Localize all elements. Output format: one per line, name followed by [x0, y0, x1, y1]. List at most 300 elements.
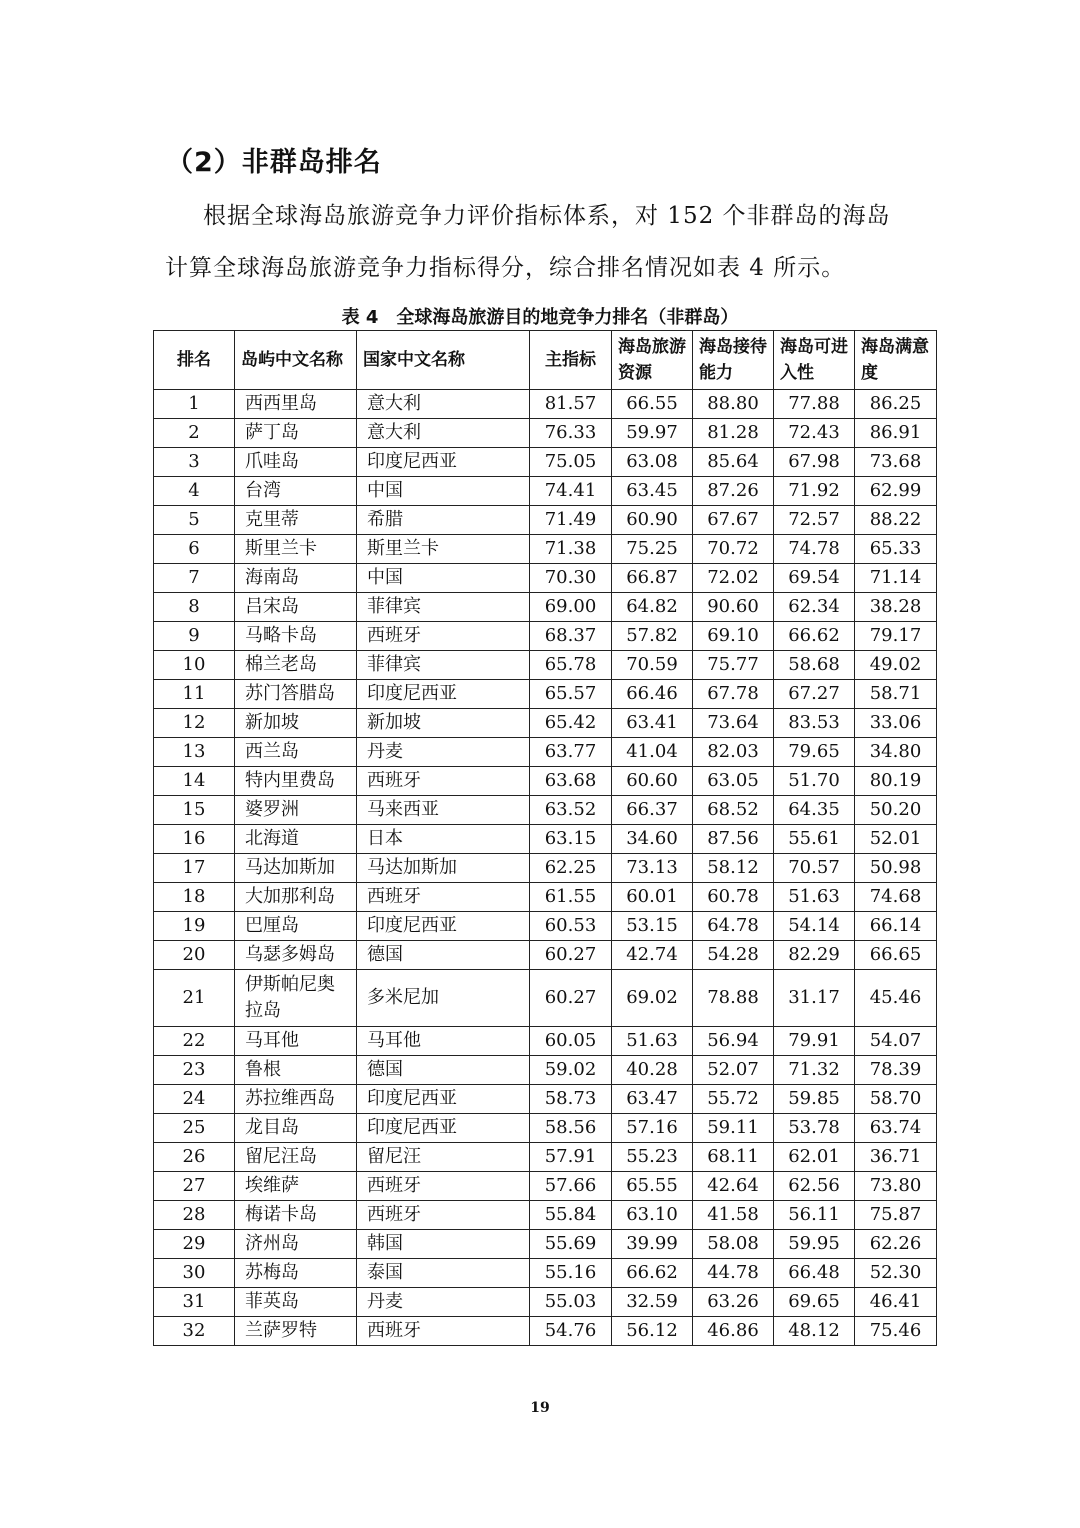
- satisfaction-cell: 50.98: [855, 854, 937, 883]
- reception-capacity-cell: 87.56: [693, 825, 774, 854]
- table-row: [154, 1114, 937, 1143]
- island-name-cell: 龙目岛: [235, 1114, 357, 1143]
- tourism-resources-cell: 39.99: [612, 1230, 693, 1259]
- country-name-cell: 泰国: [357, 1259, 530, 1288]
- accessibility-cell: 77.88: [774, 390, 855, 419]
- island-name-cell: 棉兰老岛: [235, 651, 357, 680]
- island-name-cell: 巴厘岛: [235, 912, 357, 941]
- reception-capacity-cell: 56.94: [693, 1027, 774, 1056]
- rank-cell: 29: [154, 1230, 235, 1259]
- reception-capacity-cell: 64.78: [693, 912, 774, 941]
- country-name-cell: 留尼汪: [357, 1143, 530, 1172]
- main-index-cell: 65.57: [530, 680, 612, 709]
- ranking-table: [153, 330, 937, 1346]
- table-row: [154, 1027, 937, 1056]
- main-index-cell: 55.84: [530, 1201, 612, 1230]
- rank-cell: 24: [154, 1085, 235, 1114]
- tourism-resources-cell: 40.28: [612, 1056, 693, 1085]
- reception-capacity-cell: 42.64: [693, 1172, 774, 1201]
- rank-cell: 3: [154, 448, 235, 477]
- accessibility-cell: 59.95: [774, 1230, 855, 1259]
- table-row: [154, 593, 937, 622]
- satisfaction-cell: 73.68: [855, 448, 937, 477]
- reception-capacity-cell: 75.77: [693, 651, 774, 680]
- main-index-cell: 60.05: [530, 1027, 612, 1056]
- table-row: [154, 1085, 937, 1114]
- country-name-cell: 西班牙: [357, 883, 530, 912]
- main-index-cell: 59.02: [530, 1056, 612, 1085]
- rank-cell: 12: [154, 709, 235, 738]
- island-name-cell: 海南岛: [235, 564, 357, 593]
- table-row: [154, 796, 937, 825]
- satisfaction-cell: 58.71: [855, 680, 937, 709]
- reception-capacity-cell: 81.28: [693, 419, 774, 448]
- accessibility-cell: 83.53: [774, 709, 855, 738]
- main-index-cell: 63.77: [530, 738, 612, 767]
- rank-cell: 5: [154, 506, 235, 535]
- satisfaction-cell: 86.91: [855, 419, 937, 448]
- island-name-cell: 新加坡: [235, 709, 357, 738]
- header-accessibility: 海岛可进入性: [774, 331, 855, 390]
- reception-capacity-cell: 85.64: [693, 448, 774, 477]
- country-name-cell: 德国: [357, 1056, 530, 1085]
- accessibility-cell: 72.57: [774, 506, 855, 535]
- reception-capacity-cell: 67.67: [693, 506, 774, 535]
- table-row: [154, 854, 937, 883]
- accessibility-cell: 62.34: [774, 593, 855, 622]
- satisfaction-cell: 38.28: [855, 593, 937, 622]
- satisfaction-cell: 49.02: [855, 651, 937, 680]
- accessibility-cell: 53.78: [774, 1114, 855, 1143]
- table-row: [154, 912, 937, 941]
- accessibility-cell: 62.01: [774, 1143, 855, 1172]
- tourism-resources-cell: 66.87: [612, 564, 693, 593]
- country-name-cell: 印度尼西亚: [357, 448, 530, 477]
- island-name-cell: 特内里费岛: [235, 767, 357, 796]
- rank-cell: 31: [154, 1288, 235, 1317]
- header-country-name: 国家中文名称: [357, 331, 530, 390]
- satisfaction-cell: 80.19: [855, 767, 937, 796]
- table-row: [154, 1056, 937, 1085]
- country-name-cell: 菲律宾: [357, 593, 530, 622]
- satisfaction-cell: 33.06: [855, 709, 937, 738]
- island-name-cell: 萨丁岛: [235, 419, 357, 448]
- tourism-resources-cell: 53.15: [612, 912, 693, 941]
- reception-capacity-cell: 73.64: [693, 709, 774, 738]
- main-index-cell: 63.52: [530, 796, 612, 825]
- reception-capacity-cell: 90.60: [693, 593, 774, 622]
- tourism-resources-cell: 66.62: [612, 1259, 693, 1288]
- country-name-cell: 日本: [357, 825, 530, 854]
- rank-cell: 2: [154, 419, 235, 448]
- satisfaction-cell: 62.26: [855, 1230, 937, 1259]
- island-name-cell: 苏梅岛: [235, 1259, 357, 1288]
- accessibility-cell: 67.98: [774, 448, 855, 477]
- rank-cell: 1: [154, 390, 235, 419]
- country-name-cell: 韩国: [357, 1230, 530, 1259]
- island-name-cell: 马略卡岛: [235, 622, 357, 651]
- paragraph-text-2: 计算全球海岛旅游竞争力指标得分，综合排名情况如表 4 所示。: [165, 255, 846, 281]
- island-name-cell: 留尼汪岛: [235, 1143, 357, 1172]
- country-name-cell: 丹麦: [357, 1288, 530, 1317]
- satisfaction-cell: 52.30: [855, 1259, 937, 1288]
- main-index-cell: 74.41: [530, 477, 612, 506]
- satisfaction-cell: 74.68: [855, 883, 937, 912]
- table-row: [154, 651, 937, 680]
- reception-capacity-cell: 87.26: [693, 477, 774, 506]
- tourism-resources-cell: 63.10: [612, 1201, 693, 1230]
- satisfaction-cell: 75.87: [855, 1201, 937, 1230]
- rank-cell: 21: [154, 970, 235, 1027]
- reception-capacity-cell: 52.07: [693, 1056, 774, 1085]
- main-index-cell: 55.69: [530, 1230, 612, 1259]
- rank-cell: 6: [154, 535, 235, 564]
- main-index-cell: 54.76: [530, 1317, 612, 1346]
- accessibility-cell: 66.48: [774, 1259, 855, 1288]
- tourism-resources-cell: 56.12: [612, 1317, 693, 1346]
- reception-capacity-cell: 72.02: [693, 564, 774, 593]
- island-name-cell: 马耳他: [235, 1027, 357, 1056]
- main-index-cell: 75.05: [530, 448, 612, 477]
- reception-capacity-cell: 58.12: [693, 854, 774, 883]
- country-name-cell: 中国: [357, 564, 530, 593]
- country-name-cell: 印度尼西亚: [357, 912, 530, 941]
- table-row: [154, 825, 937, 854]
- country-name-cell: 印度尼西亚: [357, 680, 530, 709]
- accessibility-cell: 58.68: [774, 651, 855, 680]
- tourism-resources-cell: 59.97: [612, 419, 693, 448]
- accessibility-cell: 69.65: [774, 1288, 855, 1317]
- paragraph-line-2: [165, 242, 925, 294]
- main-index-cell: 63.68: [530, 767, 612, 796]
- country-name-cell: 意大利: [357, 390, 530, 419]
- tourism-resources-cell: 63.47: [612, 1085, 693, 1114]
- table-row: [154, 767, 937, 796]
- table-row: [154, 738, 937, 767]
- rank-cell: 19: [154, 912, 235, 941]
- island-name-cell: 台湾: [235, 477, 357, 506]
- accessibility-cell: 64.35: [774, 796, 855, 825]
- paragraph-text-1: 根据全球海岛旅游竞争力评价指标体系，对 152 个非群岛的海岛: [203, 203, 891, 229]
- main-index-cell: 58.56: [530, 1114, 612, 1143]
- table-row: [154, 1172, 937, 1201]
- island-name-cell: 兰萨罗特: [235, 1317, 357, 1346]
- satisfaction-cell: 71.14: [855, 564, 937, 593]
- island-name-cell: 克里蒂: [235, 506, 357, 535]
- reception-capacity-cell: 63.05: [693, 767, 774, 796]
- rank-cell: 18: [154, 883, 235, 912]
- rank-cell: 16: [154, 825, 235, 854]
- section-heading: （2）非群岛排名: [166, 147, 382, 178]
- table-row: [154, 535, 937, 564]
- country-name-cell: 斯里兰卡: [357, 535, 530, 564]
- reception-capacity-cell: 68.11: [693, 1143, 774, 1172]
- reception-capacity-cell: 44.78: [693, 1259, 774, 1288]
- rank-cell: 15: [154, 796, 235, 825]
- tourism-resources-cell: 70.59: [612, 651, 693, 680]
- tourism-resources-cell: 64.82: [612, 593, 693, 622]
- header-satisfaction: 海岛满意度: [855, 331, 937, 390]
- accessibility-cell: 67.27: [774, 680, 855, 709]
- main-index-cell: 55.16: [530, 1259, 612, 1288]
- satisfaction-cell: 66.65: [855, 941, 937, 970]
- accessibility-cell: 54.14: [774, 912, 855, 941]
- accessibility-cell: 70.57: [774, 854, 855, 883]
- country-name-cell: 希腊: [357, 506, 530, 535]
- country-name-cell: 马达加斯加: [357, 854, 530, 883]
- satisfaction-cell: 75.46: [855, 1317, 937, 1346]
- table-row: [154, 564, 937, 593]
- accessibility-cell: 72.43: [774, 419, 855, 448]
- reception-capacity-cell: 46.86: [693, 1317, 774, 1346]
- rank-cell: 17: [154, 854, 235, 883]
- table-row: [154, 1288, 937, 1317]
- tourism-resources-cell: 60.01: [612, 883, 693, 912]
- main-index-cell: 65.42: [530, 709, 612, 738]
- satisfaction-cell: 78.39: [855, 1056, 937, 1085]
- island-name-cell: 乌瑟多姆岛: [235, 941, 357, 970]
- tourism-resources-cell: 66.46: [612, 680, 693, 709]
- reception-capacity-cell: 58.08: [693, 1230, 774, 1259]
- tourism-resources-cell: 60.90: [612, 506, 693, 535]
- tourism-resources-cell: 55.23: [612, 1143, 693, 1172]
- tourism-resources-cell: 63.08: [612, 448, 693, 477]
- main-index-cell: 69.00: [530, 593, 612, 622]
- reception-capacity-cell: 69.10: [693, 622, 774, 651]
- tourism-resources-cell: 65.55: [612, 1172, 693, 1201]
- country-name-cell: 马来西亚: [357, 796, 530, 825]
- rank-cell: 26: [154, 1143, 235, 1172]
- main-index-cell: 81.57: [530, 390, 612, 419]
- table-row: [154, 419, 937, 448]
- country-name-cell: 西班牙: [357, 767, 530, 796]
- satisfaction-cell: 65.33: [855, 535, 937, 564]
- page-number: 19: [530, 1400, 550, 1416]
- tourism-resources-cell: 41.04: [612, 738, 693, 767]
- island-name-cell: 伊斯帕尼奥拉岛: [235, 970, 357, 1027]
- satisfaction-cell: 73.80: [855, 1172, 937, 1201]
- main-index-cell: 60.27: [530, 941, 612, 970]
- table-row: [154, 970, 937, 1027]
- rank-cell: 7: [154, 564, 235, 593]
- rank-cell: 22: [154, 1027, 235, 1056]
- tourism-resources-cell: 34.60: [612, 825, 693, 854]
- accessibility-cell: 56.11: [774, 1201, 855, 1230]
- accessibility-cell: 79.91: [774, 1027, 855, 1056]
- reception-capacity-cell: 60.78: [693, 883, 774, 912]
- main-index-cell: 60.27: [530, 970, 612, 1027]
- island-name-cell: 埃维萨: [235, 1172, 357, 1201]
- accessibility-cell: 74.78: [774, 535, 855, 564]
- tourism-resources-cell: 32.59: [612, 1288, 693, 1317]
- country-name-cell: 中国: [357, 477, 530, 506]
- island-name-cell: 马达加斯加: [235, 854, 357, 883]
- accessibility-cell: 59.85: [774, 1085, 855, 1114]
- tourism-resources-cell: 42.74: [612, 941, 693, 970]
- tourism-resources-cell: 73.13: [612, 854, 693, 883]
- country-name-cell: 西班牙: [357, 1201, 530, 1230]
- reception-capacity-cell: 67.78: [693, 680, 774, 709]
- table-row: [154, 506, 937, 535]
- accessibility-cell: 71.32: [774, 1056, 855, 1085]
- island-name-cell: 北海道: [235, 825, 357, 854]
- reception-capacity-cell: 88.80: [693, 390, 774, 419]
- country-name-cell: 印度尼西亚: [357, 1085, 530, 1114]
- satisfaction-cell: 52.01: [855, 825, 937, 854]
- country-name-cell: 意大利: [357, 419, 530, 448]
- table-row: [154, 680, 937, 709]
- island-name-cell: 婆罗洲: [235, 796, 357, 825]
- satisfaction-cell: 88.22: [855, 506, 937, 535]
- country-name-cell: 丹麦: [357, 738, 530, 767]
- table-row: [154, 1259, 937, 1288]
- accessibility-cell: 51.63: [774, 883, 855, 912]
- accessibility-cell: 48.12: [774, 1317, 855, 1346]
- accessibility-cell: 51.70: [774, 767, 855, 796]
- main-index-cell: 63.15: [530, 825, 612, 854]
- main-index-cell: 68.37: [530, 622, 612, 651]
- reception-capacity-cell: 55.72: [693, 1085, 774, 1114]
- accessibility-cell: 62.56: [774, 1172, 855, 1201]
- satisfaction-cell: 62.99: [855, 477, 937, 506]
- table-row: [154, 1317, 937, 1346]
- tourism-resources-cell: 57.82: [612, 622, 693, 651]
- main-index-cell: 58.73: [530, 1085, 612, 1114]
- country-name-cell: 马耳他: [357, 1027, 530, 1056]
- rank-cell: 11: [154, 680, 235, 709]
- tourism-resources-cell: 60.60: [612, 767, 693, 796]
- table-row: [154, 1230, 937, 1259]
- island-name-cell: 西兰岛: [235, 738, 357, 767]
- accessibility-cell: 66.62: [774, 622, 855, 651]
- table-row: [154, 709, 937, 738]
- accessibility-cell: 82.29: [774, 941, 855, 970]
- table-row: [154, 941, 937, 970]
- accessibility-cell: 79.65: [774, 738, 855, 767]
- reception-capacity-cell: 41.58: [693, 1201, 774, 1230]
- table-row: [154, 883, 937, 912]
- tourism-resources-cell: 66.37: [612, 796, 693, 825]
- main-index-cell: 71.49: [530, 506, 612, 535]
- rank-cell: 13: [154, 738, 235, 767]
- rank-cell: 25: [154, 1114, 235, 1143]
- header-island-name: 岛屿中文名称: [235, 331, 357, 390]
- island-name-cell: 爪哇岛: [235, 448, 357, 477]
- satisfaction-cell: 46.41: [855, 1288, 937, 1317]
- table-body: [154, 390, 937, 1346]
- accessibility-cell: 71.92: [774, 477, 855, 506]
- satisfaction-cell: 79.17: [855, 622, 937, 651]
- table-row: [154, 477, 937, 506]
- reception-capacity-cell: 78.88: [693, 970, 774, 1027]
- rank-cell: 10: [154, 651, 235, 680]
- satisfaction-cell: 86.25: [855, 390, 937, 419]
- rank-cell: 20: [154, 941, 235, 970]
- header-main-index: 主指标: [530, 331, 612, 390]
- satisfaction-cell: 58.70: [855, 1085, 937, 1114]
- satisfaction-cell: 34.80: [855, 738, 937, 767]
- main-index-cell: 65.78: [530, 651, 612, 680]
- rank-cell: 32: [154, 1317, 235, 1346]
- country-name-cell: 德国: [357, 941, 530, 970]
- reception-capacity-cell: 70.72: [693, 535, 774, 564]
- country-name-cell: 西班牙: [357, 1317, 530, 1346]
- main-index-cell: 57.91: [530, 1143, 612, 1172]
- rank-cell: 23: [154, 1056, 235, 1085]
- island-name-cell: 吕宋岛: [235, 593, 357, 622]
- island-name-cell: 西西里岛: [235, 390, 357, 419]
- reception-capacity-cell: 54.28: [693, 941, 774, 970]
- accessibility-cell: 31.17: [774, 970, 855, 1027]
- main-index-cell: 60.53: [530, 912, 612, 941]
- island-name-cell: 鲁根: [235, 1056, 357, 1085]
- main-index-cell: 70.30: [530, 564, 612, 593]
- tourism-resources-cell: 75.25: [612, 535, 693, 564]
- tourism-resources-cell: 69.02: [612, 970, 693, 1027]
- header-reception-capacity: 海岛接待能力: [693, 331, 774, 390]
- satisfaction-cell: 54.07: [855, 1027, 937, 1056]
- accessibility-cell: 55.61: [774, 825, 855, 854]
- main-index-cell: 57.66: [530, 1172, 612, 1201]
- island-name-cell: 苏门答腊岛: [235, 680, 357, 709]
- tourism-resources-cell: 63.45: [612, 477, 693, 506]
- reception-capacity-cell: 68.52: [693, 796, 774, 825]
- rank-cell: 27: [154, 1172, 235, 1201]
- reception-capacity-cell: 59.11: [693, 1114, 774, 1143]
- main-index-cell: 62.25: [530, 854, 612, 883]
- satisfaction-cell: 63.74: [855, 1114, 937, 1143]
- island-name-cell: 斯里兰卡: [235, 535, 357, 564]
- table-header-row: [154, 331, 937, 390]
- country-name-cell: 菲律宾: [357, 651, 530, 680]
- rank-cell: 14: [154, 767, 235, 796]
- tourism-resources-cell: 57.16: [612, 1114, 693, 1143]
- table-row: [154, 622, 937, 651]
- satisfaction-cell: 66.14: [855, 912, 937, 941]
- rank-cell: 28: [154, 1201, 235, 1230]
- rank-cell: 30: [154, 1259, 235, 1288]
- table-row: [154, 1201, 937, 1230]
- rank-cell: 9: [154, 622, 235, 651]
- main-index-cell: 55.03: [530, 1288, 612, 1317]
- island-name-cell: 梅诺卡岛: [235, 1201, 357, 1230]
- header-tourism-resources: 海岛旅游资源: [612, 331, 693, 390]
- country-name-cell: 多米尼加: [357, 970, 530, 1027]
- tourism-resources-cell: 66.55: [612, 390, 693, 419]
- tourism-resources-cell: 63.41: [612, 709, 693, 738]
- main-index-cell: 76.33: [530, 419, 612, 448]
- country-name-cell: 西班牙: [357, 1172, 530, 1201]
- table-row: [154, 390, 937, 419]
- island-name-cell: 大加那利岛: [235, 883, 357, 912]
- country-name-cell: 西班牙: [357, 622, 530, 651]
- table-caption: 表 4 全球海岛旅游目的地竞争力排名（非群岛）: [341, 307, 739, 328]
- country-name-cell: 新加坡: [357, 709, 530, 738]
- satisfaction-cell: 45.46: [855, 970, 937, 1027]
- paragraph-line-1: [165, 190, 925, 242]
- country-name-cell: 印度尼西亚: [357, 1114, 530, 1143]
- main-index-cell: 61.55: [530, 883, 612, 912]
- table-row: [154, 1143, 937, 1172]
- main-index-cell: 71.38: [530, 535, 612, 564]
- island-name-cell: 菲英岛: [235, 1288, 357, 1317]
- satisfaction-cell: 50.20: [855, 796, 937, 825]
- tourism-resources-cell: 51.63: [612, 1027, 693, 1056]
- reception-capacity-cell: 63.26: [693, 1288, 774, 1317]
- rank-cell: 8: [154, 593, 235, 622]
- rank-cell: 4: [154, 477, 235, 506]
- satisfaction-cell: 36.71: [855, 1143, 937, 1172]
